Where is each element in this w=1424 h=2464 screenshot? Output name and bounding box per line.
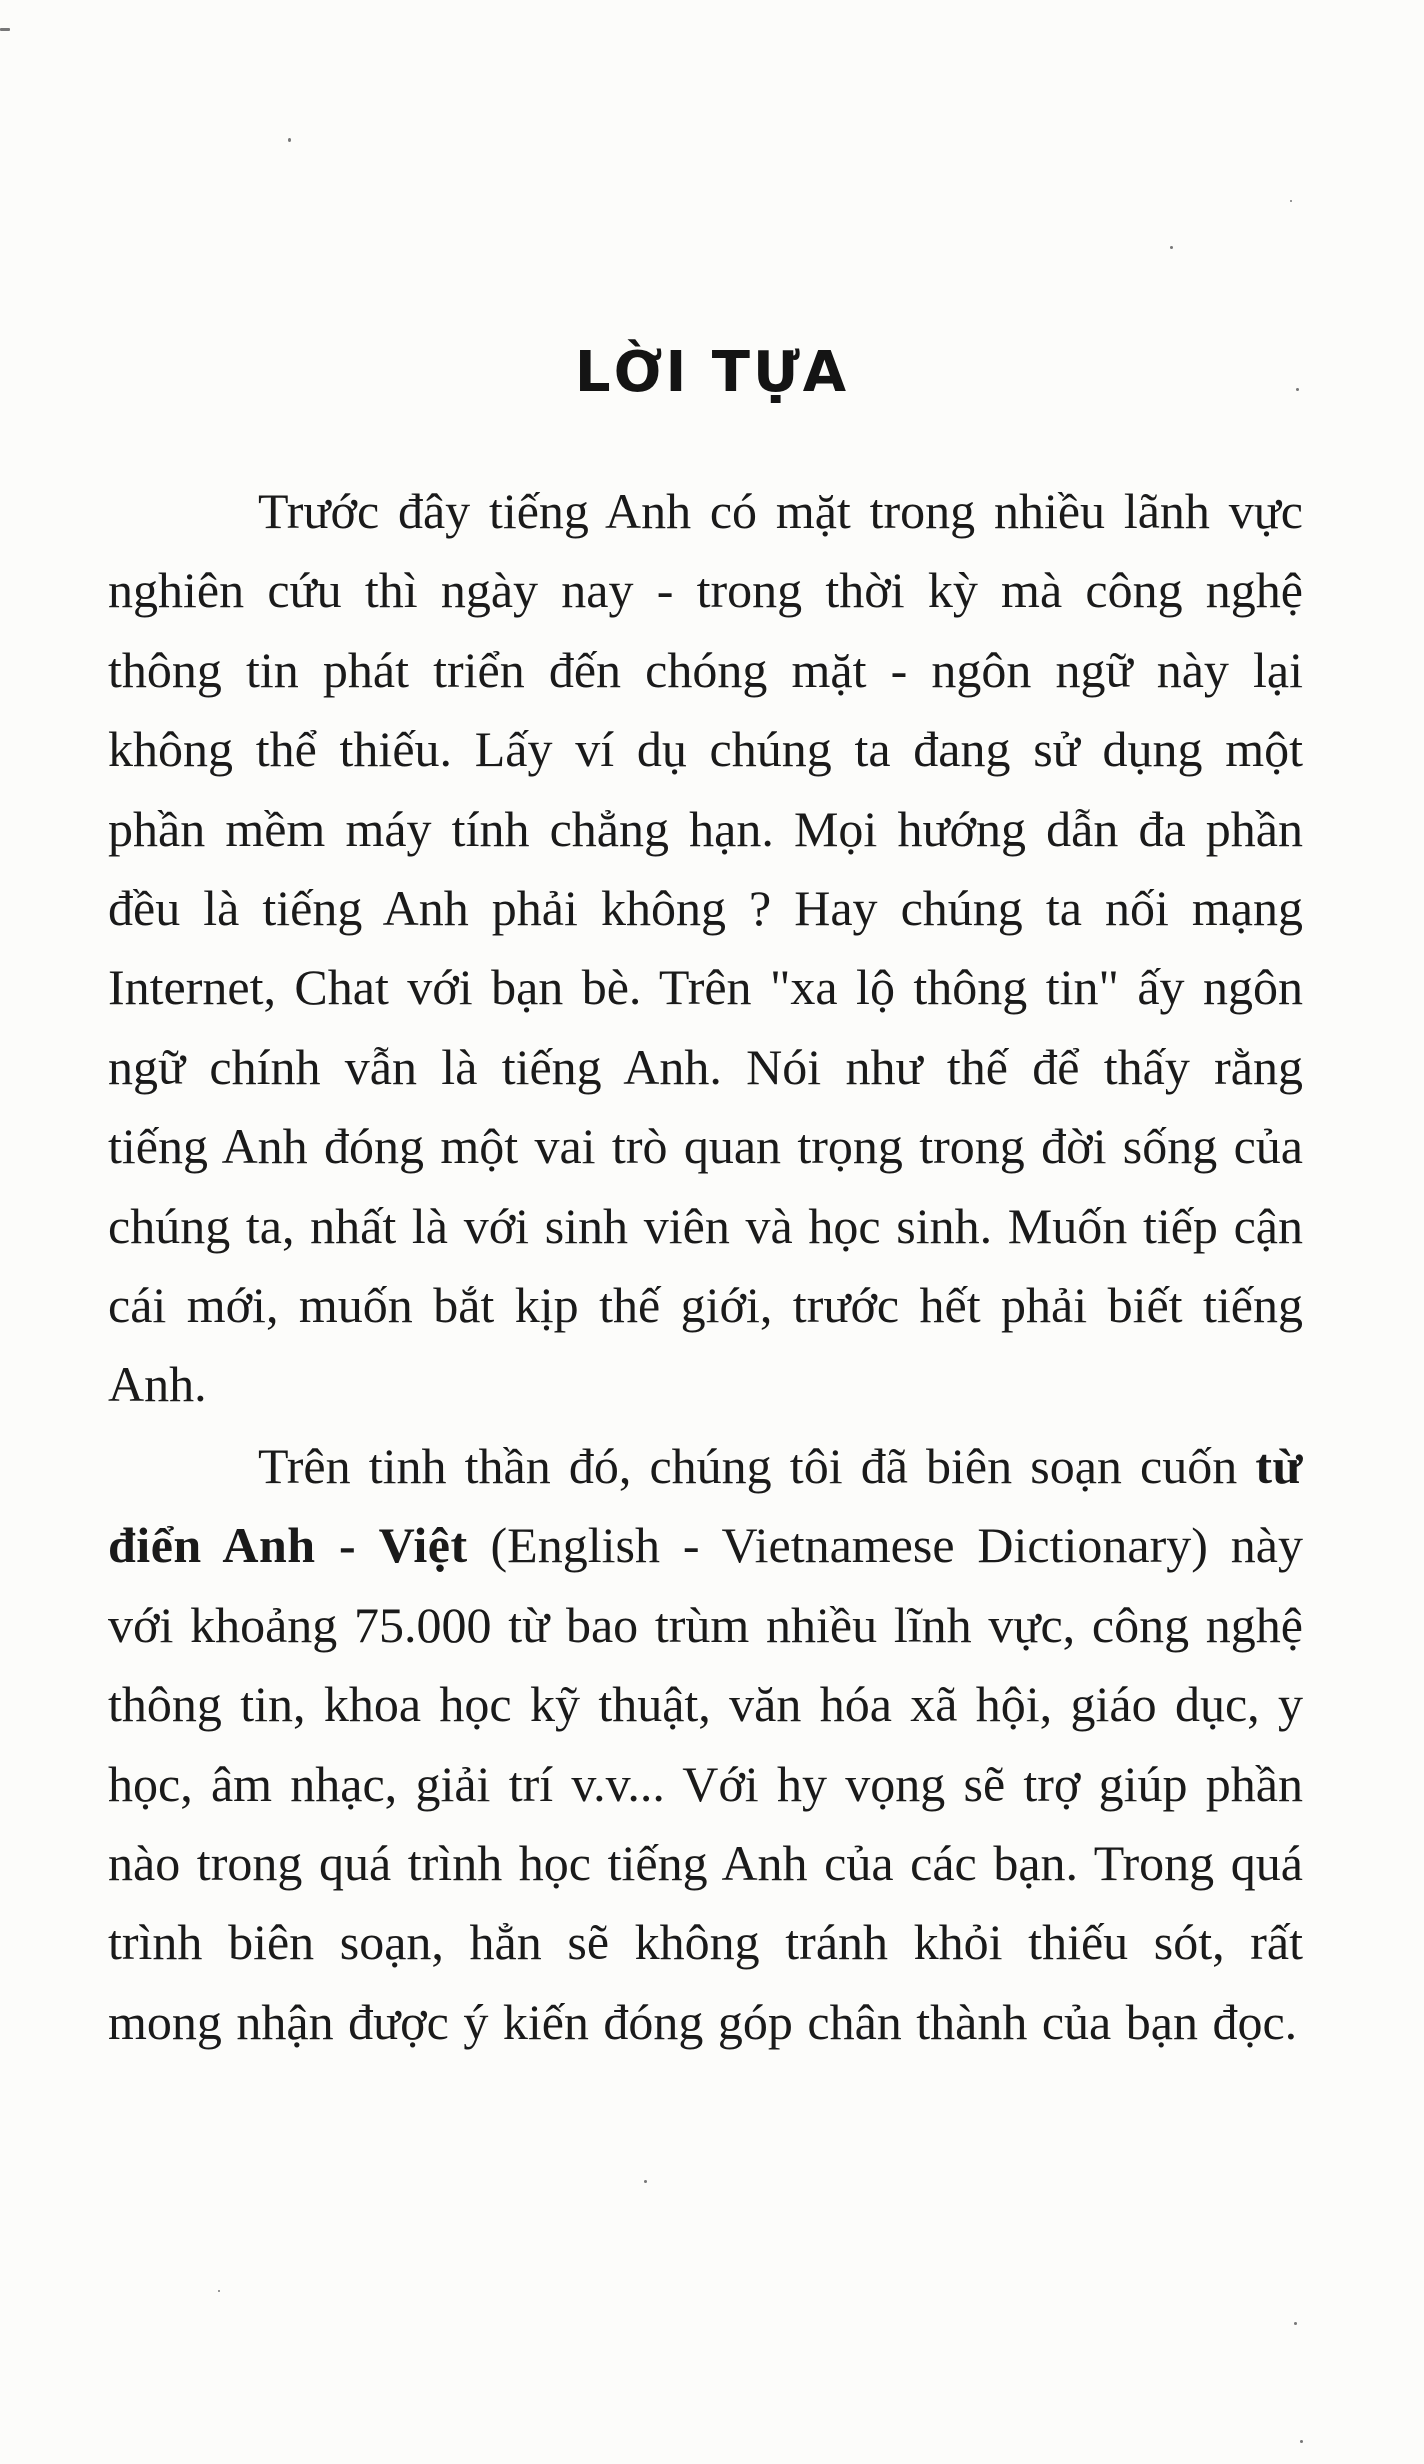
dictionary-title-emphasis: từ điển Anh - Việt [108,1437,1303,1574]
scan-speck [288,138,291,142]
scan-speck [218,2290,220,2292]
page-title: LỜI TỰA [574,340,850,405]
scan-speck [1300,2440,1303,2443]
scan-speck [1290,200,1292,202]
scan-speck [1170,246,1173,249]
scan-speck [0,28,10,31]
paragraph-2-text-after: (English - Vietnamese Dictionary) này với khoảng 75.000 từ bao trùm nhiều lĩnh vực, công nghệ thông tin, khoa học kỹ thuật, văn hóa xã hội, giáo dục, y học, âm nhạc, giải trí v.v... Với hy vọng sẽ trợ giúp phần nào trong quá trình học tiếng Anh của các bạn. Trong quá trình biên soạn, hẳn sẽ không tránh khỏi thiếu sót, rất mong nhận được ý kiến đóng góp chân thành của bạn đọc. [108,1517,1303,2050]
preface-body [108,472,1303,2062]
scan-speck [644,2180,647,2183]
scan-speck [1296,388,1299,391]
scan-speck [1294,2322,1297,2325]
paragraph-2-text-before: Trên tinh thần đó, chúng tôi đã biên soạn cuốn [258,1437,1256,1494]
preface-paragraph-2 [108,1427,1303,2062]
preface-paragraph-1: Trước đây tiếng Anh có mặt trong nhiều lãnh vực nghiên cứu thì ngày nay - trong thời kỳ mà công nghệ thông tin phát triển đến chóng mặt - ngôn ngữ này lại không thể thiếu. Lấy ví dụ chúng ta đang sử dụng một phần mềm máy tính chẳng hạn. Mọi hướng dẫn đa phần đều là tiếng Anh phải không ? Hay chúng ta nối mạng Internet, Chat với bạn bè. Trên "xa lộ thông tin" ấy ngôn ngữ chính vẫn là tiếng Anh. Nói như thế để thấy rằng tiếng Anh đóng một vai trò quan trọng trong đời sống của chúng ta, nhất là với sinh viên và học sinh. Muốn tiếp cận cái mới, muốn bắt kịp thế giới, trước hết phải biết tiếng Anh. [108,483,1303,1413]
